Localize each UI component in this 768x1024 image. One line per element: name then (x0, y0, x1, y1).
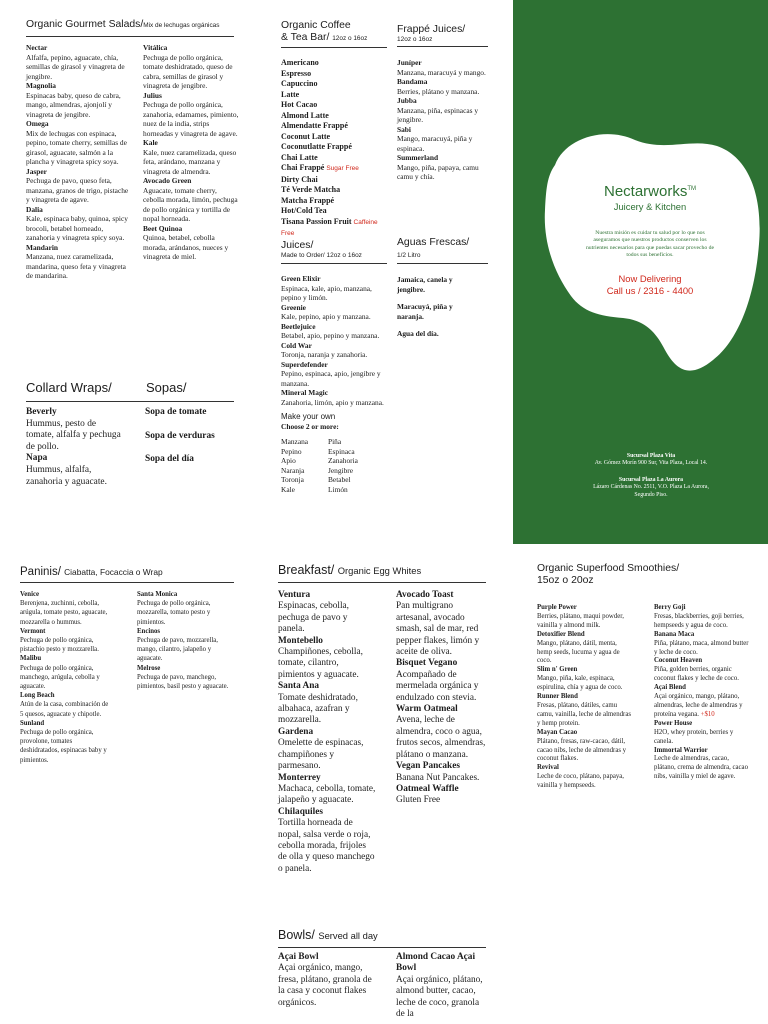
item-name: Beetlejuice (281, 321, 316, 331)
salads-rule (26, 36, 234, 37)
breakfast-title (278, 563, 486, 578)
item-name: Julius (143, 90, 162, 100)
wraps-rule (26, 401, 234, 402)
brand-mission: Nuestra misión es cuidar tu salud por lo que nos aseguramos que nuestros productos conserven los nutrientes necesarios para que puedas sacar provecho de todos sus beneficios. (585, 230, 715, 259)
smoothies-title (537, 563, 751, 586)
paninis-col-2 (137, 590, 232, 691)
item-desc: Fresas, plátano, dátiles, camu camu, vainilla, leche de almendras y hemp protein. (537, 701, 631, 727)
item-note: Sugar Free (326, 165, 359, 172)
item-name: Jasper (26, 166, 47, 176)
make-your-own-grid (281, 437, 387, 495)
aguas-subtitle: 1/2 Litro (397, 251, 421, 259)
smoothies-col-2 (654, 604, 751, 782)
bowls-subtitle: Served all day (318, 930, 378, 941)
menu-item (143, 224, 239, 262)
agua-item: Maracuyá, piña y naranja. (397, 302, 453, 321)
item-desc: Espinacas baby, queso de cabra, mango, almendras, ajonjolí y vinagreta de jengibre. (26, 90, 121, 119)
item-name: Warm Oatmeal (396, 704, 458, 715)
make-your-own-subtitle: Choose 2 or more: (281, 421, 339, 431)
coffee-title (281, 20, 387, 44)
menu-item (396, 590, 488, 658)
bowls-col-2 (396, 952, 488, 1020)
menu-item (143, 138, 239, 176)
item-desc: Machaca, cebolla, tomate, jalapeño y aguacate. (278, 783, 376, 806)
menu-item (281, 341, 387, 360)
menu-item: Té Verde Matcha (281, 185, 341, 194)
item-desc: Kale, pepino, apio y manzana. (281, 312, 371, 321)
item-name: Cold War (281, 340, 312, 350)
smoothies-title-line1: Organic Superfood Smoothies/ (537, 563, 680, 574)
location-2-address: Lázaro Cárdenas No. 2511, V.O. Plaza La Aurora, Segundo Piso. (593, 484, 709, 498)
agua-item: Agua del día. (397, 329, 439, 338)
brand-content (560, 180, 740, 297)
menu-item (397, 96, 488, 125)
item-name: Magnolia (26, 81, 56, 90)
menu-item (143, 43, 239, 91)
sopa-item: Sopa del día (145, 454, 194, 465)
coffee-title-line1: Organic Coffee (281, 20, 351, 31)
brand-tm: TM (687, 186, 697, 192)
wraps-section (26, 380, 234, 487)
item-name: Ventura (278, 590, 311, 600)
item-name: Encinos (137, 627, 161, 635)
paninis-col-1 (20, 590, 110, 765)
item-desc: Kale, nuez caramelizada, queso feta, arándano, manzana y vinagreta de almendra. (143, 147, 237, 176)
item-name: Power House (654, 719, 693, 727)
item-desc: Aguacate, tomate cherry, cebolla morada, limón, pechuga de pollo orgánica y tortilla de nopal horneada. (143, 185, 238, 223)
item-name: Bandama (397, 77, 428, 86)
item-name: Açai Bowl (278, 952, 319, 962)
ingredient: Toronja (281, 475, 304, 485)
sopas-title: Sopas/ (146, 380, 187, 395)
item-desc: Manzana, nuez caramelizada, mandarina, queso feta y vinagreta de mandarina. (26, 252, 126, 280)
item-desc: Fresas, blackberries, goji berries, hempseeds y agua de coco. (654, 612, 744, 629)
juices-title (281, 240, 387, 260)
item-name: Avocado Toast (396, 590, 454, 600)
item-name: Greenie (281, 302, 306, 312)
item-name: Gardena (278, 726, 314, 737)
item-desc: Pechuga de pollo orgánica, pistachio pesto y mozzarella. (20, 637, 99, 654)
make-your-own-col-2 (328, 437, 358, 495)
breakfast-col-1 (278, 590, 376, 875)
item-desc: Pechuga de pollo orgánica, zanahoria, edamames, pimiento, nuez de la india, strips horneadas y vinagreta de agave. (143, 100, 239, 138)
menu-item (278, 952, 376, 1009)
item-desc: Leche de almendras, cacao, plátano, crema de almendra, cacao nibs, vainilla y miel de agave. (654, 755, 748, 781)
item-name: Oatmeal Waffle (396, 783, 459, 794)
make-your-own-col-1 (281, 437, 328, 495)
breakfast-rule (278, 582, 486, 583)
juices-title-text: Juices/ (281, 240, 314, 251)
menu-item (537, 693, 633, 729)
menu-item: Matcha Frappé (281, 195, 335, 205)
item-name: Sunland (20, 719, 45, 727)
item-desc: Pechuga de pavo, queso feta, manzana, granos de trigo, pistache y vinagreta de agave. (26, 176, 129, 204)
item-desc: Manzana, maracuyá y mango. (397, 67, 486, 77)
menu-item (20, 719, 110, 765)
juices-rule (281, 263, 387, 264)
item-desc: Alfalfa, pepino, aguacate, chía, semillas de girasol y vinagreta de jengibre. (26, 52, 125, 81)
salads-section (26, 18, 239, 280)
item-name: Runner Blend (537, 693, 578, 701)
item-desc: Pechuga de pollo orgánica, manchego, arúgula, cebolla y aguacate. (20, 664, 100, 691)
item-desc: Açai orgánico, mango, fresa, plátano, granola de la casa y coconut flakes orgánicos. (278, 963, 372, 1008)
menu-item (281, 360, 387, 389)
menu-item: Capuccino (281, 79, 318, 88)
item-name: Tisana Passion Fruit (281, 216, 352, 226)
item-desc: Piña, golden berries, organic coconut flakes y leche de coco. (654, 666, 739, 683)
sopa-item: Sopa de tomate (145, 407, 207, 417)
aguas-section (397, 237, 488, 338)
item-name: Nectar (26, 43, 48, 52)
wraps-title: Collard Wraps/ (26, 380, 112, 395)
ingredient: Limón (328, 484, 348, 494)
menu-item: Coconutlatte Frappé (281, 142, 352, 151)
item-name: Santa Monica (137, 591, 178, 598)
item-desc: Berries, plátano, maqui powder, vainilla y almond milk. (537, 612, 624, 629)
delivery-title: Now Delivering (618, 272, 682, 284)
item-name: Santa Ana (278, 681, 320, 692)
item-name: Green Elixir (281, 274, 321, 283)
menu-item (396, 761, 488, 784)
menu-item (397, 77, 488, 96)
menu-item (654, 720, 751, 747)
item-note: +$10 (700, 710, 715, 718)
menu-item (26, 43, 133, 81)
menu-item: Almendatte Frappé (281, 121, 348, 130)
menu-item (281, 274, 387, 303)
wraps-header-row (26, 380, 234, 396)
menu-item (397, 153, 488, 182)
aguas-list (397, 275, 469, 339)
ingredient: Kale (281, 484, 295, 494)
breakfast-section (278, 563, 486, 874)
item-desc: Leche de coco, plátano, papaya, vainilla y hempseeds. (537, 773, 624, 790)
location-2-title: Sucursal Plaza La Aurora (618, 476, 684, 483)
item-desc: Quinoa, betabel, cebolla morada, arándanos, nueces y vinagreta de miel. (143, 233, 229, 261)
item-name: Immortal Warrior (654, 746, 708, 754)
item-desc: Açai orgánico, plátano, almond butter, cacao, leche de coco, granola de la (396, 974, 483, 1020)
item-desc: Pan multigrano artesanal, avocado smash, sal de mar, red pepper flakes, limón y aceite de oliva. (396, 601, 480, 658)
menu-item (26, 407, 121, 453)
menu-item (654, 684, 751, 720)
menu-item (654, 631, 751, 658)
menu-item (537, 604, 633, 631)
item-name: Juníper (397, 58, 422, 67)
item-name: Venice (20, 591, 40, 598)
aguas-title (397, 237, 488, 260)
frappe-title (397, 24, 488, 44)
item-desc: Mango, piña, papaya, camu camu y chía. (397, 162, 479, 181)
item-desc: Berenjena, zuchinni, cebolla, arúgula, tomate pesto, aguacate, mozzarella o hummus. (20, 600, 108, 626)
coffee-rule (281, 47, 387, 48)
menu-item (137, 664, 232, 692)
menu-item (537, 729, 633, 765)
item-desc: Pepino, espinaca, apio, jengibre y manzana. (281, 369, 381, 388)
item-name: Vermont (20, 627, 46, 635)
item-name: Summerland (397, 153, 439, 162)
menu-item (537, 764, 633, 791)
smoothies-col-1 (537, 604, 633, 791)
menu-item (397, 58, 488, 77)
item-name: Monterrey (278, 772, 321, 783)
menu-item (278, 807, 376, 875)
item-desc: Toronja, naranja y zanahoria. (281, 350, 368, 359)
item-desc: Mango, plátano, dátil, menta, hemp seeds, lucuma y agua de coco. (537, 639, 620, 665)
breakfast-title-text: Breakfast/ (278, 563, 335, 577)
ingredient: Jengibre (328, 465, 354, 475)
item-desc: Acompañado de mermelada orgánica y endulzado con stevia. (396, 669, 479, 703)
menu-item (26, 167, 133, 205)
item-desc: Pechuga de pollo orgánica, mozzarella, tomato pesto y pimientos. (137, 600, 211, 626)
menu-item (20, 627, 110, 655)
item-desc: Omelette de espinacas, champiñones y parmesano. (278, 738, 364, 772)
salads-col-1 (26, 43, 133, 281)
paninis-subtitle: Ciabatta, Focaccia o Wrap (64, 567, 163, 577)
ingredient: Piña (328, 437, 342, 446)
breakfast-col-2 (396, 590, 488, 807)
menu-item (26, 205, 133, 243)
delivery-phone: Call us / 2316 - 4400 (606, 284, 694, 296)
item-name: Almond Cacao Açai Bowl (396, 952, 476, 974)
item-name: Chai Frappé (281, 163, 325, 172)
ingredient: Zanahoria (328, 456, 358, 466)
coffee-list (281, 58, 387, 240)
menu-item (397, 125, 488, 154)
item-desc: Zanahoria, limón, apio y manzana. (281, 397, 384, 407)
bowls-title-text: Bowls/ (278, 928, 315, 942)
item-note: Caffeine Free (281, 218, 378, 237)
menu-item (26, 119, 133, 167)
item-desc: Tomate deshidratado, albahaca, azafran y mozzarella. (278, 692, 358, 726)
sopas-list (145, 407, 240, 466)
menu-item (278, 681, 376, 727)
menu-item: Hot/Cold Tea (281, 206, 327, 215)
ingredient: Pepino (281, 446, 302, 456)
item-name: Slim n' Green (537, 666, 578, 674)
brand-name: Nectarworks (603, 183, 688, 200)
menu-item: Chai Latte (281, 152, 318, 162)
juices-subtitle: Made to Order/ 12oz o 16oz (281, 251, 362, 259)
item-desc: Champiñones, cebolla, tomate, cilantro, pimientos y aguacate. (278, 647, 363, 680)
menu-item (26, 81, 133, 119)
menu-item (278, 773, 376, 807)
menu-item (396, 952, 488, 1020)
smoothies-title-line2: 15oz o 20oz (537, 574, 594, 586)
aguas-title-text: Aguas Frescas/ (397, 237, 470, 248)
menu-item (654, 604, 751, 631)
item-desc: Berries, plátano y manzana. (397, 86, 480, 96)
salads-col-2 (143, 43, 239, 262)
menu-item (278, 727, 376, 773)
bowls-title (278, 928, 486, 943)
item-name: Avocado Green (143, 176, 192, 185)
item-desc: Pechuga de pollo orgánica, tomate deshidratado, queso de cabra, semillas de girasol y vinagreta de jengibre. (143, 52, 233, 90)
item-desc: Kale, espinaca baby, quinoa, spicy brocoli, betabel horneado, zanahoria y vinagreta spicy soya. (26, 214, 128, 242)
menu-item (20, 691, 110, 719)
frappe-subtitle: 12oz o 16oz (397, 35, 433, 43)
menu-item (537, 631, 633, 667)
menu-item (137, 590, 232, 627)
coffee-title-line2: & Tea Bar/ (281, 31, 330, 43)
ingredient: Apio (281, 456, 296, 466)
item-name: Revival (537, 764, 559, 772)
item-desc: Atún de la casa, combinación de 5 quesos, aguacate y chipotle. (20, 701, 109, 718)
menu-item (143, 176, 239, 224)
item-desc: Pechuga de pavo, mozzarella, mango, cilantro, jalapeño y aguacate. (137, 637, 218, 663)
item-name: Superdefender (281, 359, 328, 369)
item-name: Jubba (397, 96, 417, 105)
menu-item (26, 243, 133, 281)
breakfast-subtitle: Organic Egg Whites (337, 565, 422, 576)
salads-title-text: Organic Gourmet Salads/ (26, 19, 144, 30)
item-name: Mandarin (26, 242, 59, 252)
menu-item: Hot Cacao (281, 100, 318, 109)
menu-item (26, 453, 121, 488)
sopa-item: Sopa de verduras (145, 430, 215, 441)
menu-item (281, 217, 387, 240)
item-desc: Gluten Free (396, 795, 441, 806)
item-desc: Betabel, apio, pepino y manzana. (281, 331, 380, 340)
item-name: Napa (26, 453, 48, 464)
item-desc: Açai orgánico, mango, plátano, almendras, leche de almendras y proteína vegana. (654, 693, 743, 718)
item-desc: Manzana, piña, espinacas y jengibre. (397, 105, 479, 124)
menu-item (396, 658, 488, 704)
item-desc: Mango, maracuyá, piña y espinaca. (397, 134, 473, 153)
item-name: Malibu (20, 655, 42, 663)
menu-item (20, 654, 110, 691)
item-name: Montebello (278, 635, 323, 646)
make-your-own-title: Make your own (281, 412, 336, 421)
location-1-address: Av. Gómez Morín 900 Sur, Vita Plaza, Local 14. (594, 460, 708, 467)
menu-item: Dirty Chai (281, 174, 318, 184)
item-name: Vitálica (143, 43, 168, 52)
juices-list (281, 274, 387, 495)
locations (585, 453, 717, 499)
coffee-subtitle: 12oz o 16oz (332, 34, 368, 42)
juices-section (281, 240, 387, 494)
brand-logo (560, 180, 740, 201)
item-desc: Espinacas, cebolla, pechuga de pavo y panela. (278, 601, 349, 635)
menu-item (278, 590, 376, 636)
item-name: Dalia (26, 204, 43, 214)
frappe-section (397, 24, 488, 181)
menu-item (20, 590, 110, 627)
item-name: Chilaquiles (278, 806, 323, 817)
item-name: Purple Power (537, 604, 577, 611)
item-name: Açai Blend (654, 684, 686, 692)
wraps-list (26, 407, 121, 488)
ingredient: Naranja (281, 465, 305, 475)
item-name: Banana Maca (654, 630, 695, 638)
aguas-rule (397, 263, 488, 264)
item-name: Omega (26, 119, 49, 128)
item-name: Coconut Heaven (654, 657, 703, 665)
item-desc: Mix de lechugas con espinaca, pepino, tomate cherry, semillas de girasol, aguacate, salmón a la plancha y vinagreta spicy soya. (26, 128, 127, 166)
bowls-col-1 (278, 952, 376, 1009)
salads-title (26, 18, 234, 33)
menu-item: Almond Latte (281, 110, 329, 120)
menu-item (281, 163, 387, 175)
menu-item: Espresso (281, 68, 312, 78)
ingredient: Manzana (281, 437, 309, 446)
menu-item (396, 704, 488, 761)
paninis-rule (20, 582, 234, 583)
item-name: Kale (143, 138, 158, 147)
menu-item (143, 91, 239, 139)
item-desc: Tortilla horneada de nopal, salsa verde o roja, cebolla morada, frijoles de olla y queso manchego o panela. (278, 818, 375, 874)
brand-tagline: Juicery & Kitchen (613, 201, 687, 212)
item-desc: Banana Nut Pancakes. (396, 772, 480, 783)
item-name: Vegan Pancakes (396, 761, 460, 772)
smoothies-section (537, 563, 751, 790)
menu-item (137, 627, 232, 664)
menu-item (281, 388, 387, 407)
item-name: Long Beach (20, 692, 55, 700)
item-name: Mineral Magic (281, 388, 328, 397)
item-name: Sabi (397, 124, 411, 134)
ingredient: Betabel (328, 475, 351, 485)
item-name: Mayan Cacao (537, 728, 578, 736)
menu-item (654, 747, 751, 783)
paninis-title-text: Paninis/ (20, 566, 61, 578)
coffee-section (281, 20, 387, 237)
menu-item (278, 636, 376, 682)
item-desc: Hummus, alfalfa, zanahoria y aguacate. (26, 464, 107, 487)
menu-item (537, 666, 633, 693)
item-desc: Piña, plátano, maca, almond butter y leche de coco. (654, 639, 749, 656)
agua-item: Jamaica, canela y jengibre. (397, 275, 453, 294)
location-1-title: Sucursal Plaza Vita (626, 453, 676, 459)
menu-item (281, 322, 387, 341)
bowls-section (278, 928, 486, 1020)
item-desc: Avena, leche de almendra, coco o agua, frutos secos, almendras, plátano o manzana. (396, 715, 486, 760)
item-desc: H2O, whey protein, berries y canela. (654, 728, 734, 745)
item-name: Detoxifier Blend (537, 630, 585, 638)
menu-item: Coconut Latte (281, 131, 331, 141)
item-name: Beverly (26, 407, 57, 417)
frappe-title-text: Frappé Juices/ (397, 24, 466, 35)
item-desc: Mango, piña, kale, espinaca, espirulina, chía y agua de coco. (537, 675, 623, 692)
menu-item: Latte (281, 89, 300, 99)
item-name: Bisquet Vegano (396, 658, 458, 669)
item-name: Beet Quinoa (143, 223, 183, 233)
menu-item (396, 784, 488, 807)
frappe-list (397, 58, 488, 182)
salads-subtitle: Mix de lechugas orgánicas (143, 22, 220, 29)
item-desc: Espinaca, kale, apio, manzana, pepino y limón. (281, 283, 372, 302)
menu-item (281, 303, 387, 322)
menu-item (654, 657, 751, 684)
item-desc: Plátano, fresas, raw-cacao, dátil, cacao nibs, leche de almendras y coconut flakes. (537, 737, 627, 763)
item-name: Melrose (137, 664, 161, 672)
menu-item: Americano (281, 58, 319, 67)
ingredient: Espinaca (328, 446, 355, 456)
item-desc: Pechuga de pollo orgánica, provolone, tomates deshidratados, espinacas baby y pimientos. (20, 729, 107, 764)
item-desc: Pechuga de pavo, manchego, pimientos, basil pesto y aguacate. (137, 673, 229, 691)
frappe-rule (397, 46, 488, 47)
paninis-section (20, 565, 234, 764)
item-name: Berry Goji (654, 604, 686, 611)
bowls-rule (278, 947, 486, 948)
item-desc: Hummus, pesto de tomate, alfalfa y pechuga de pollo. (26, 418, 121, 452)
paninis-title (20, 565, 234, 579)
